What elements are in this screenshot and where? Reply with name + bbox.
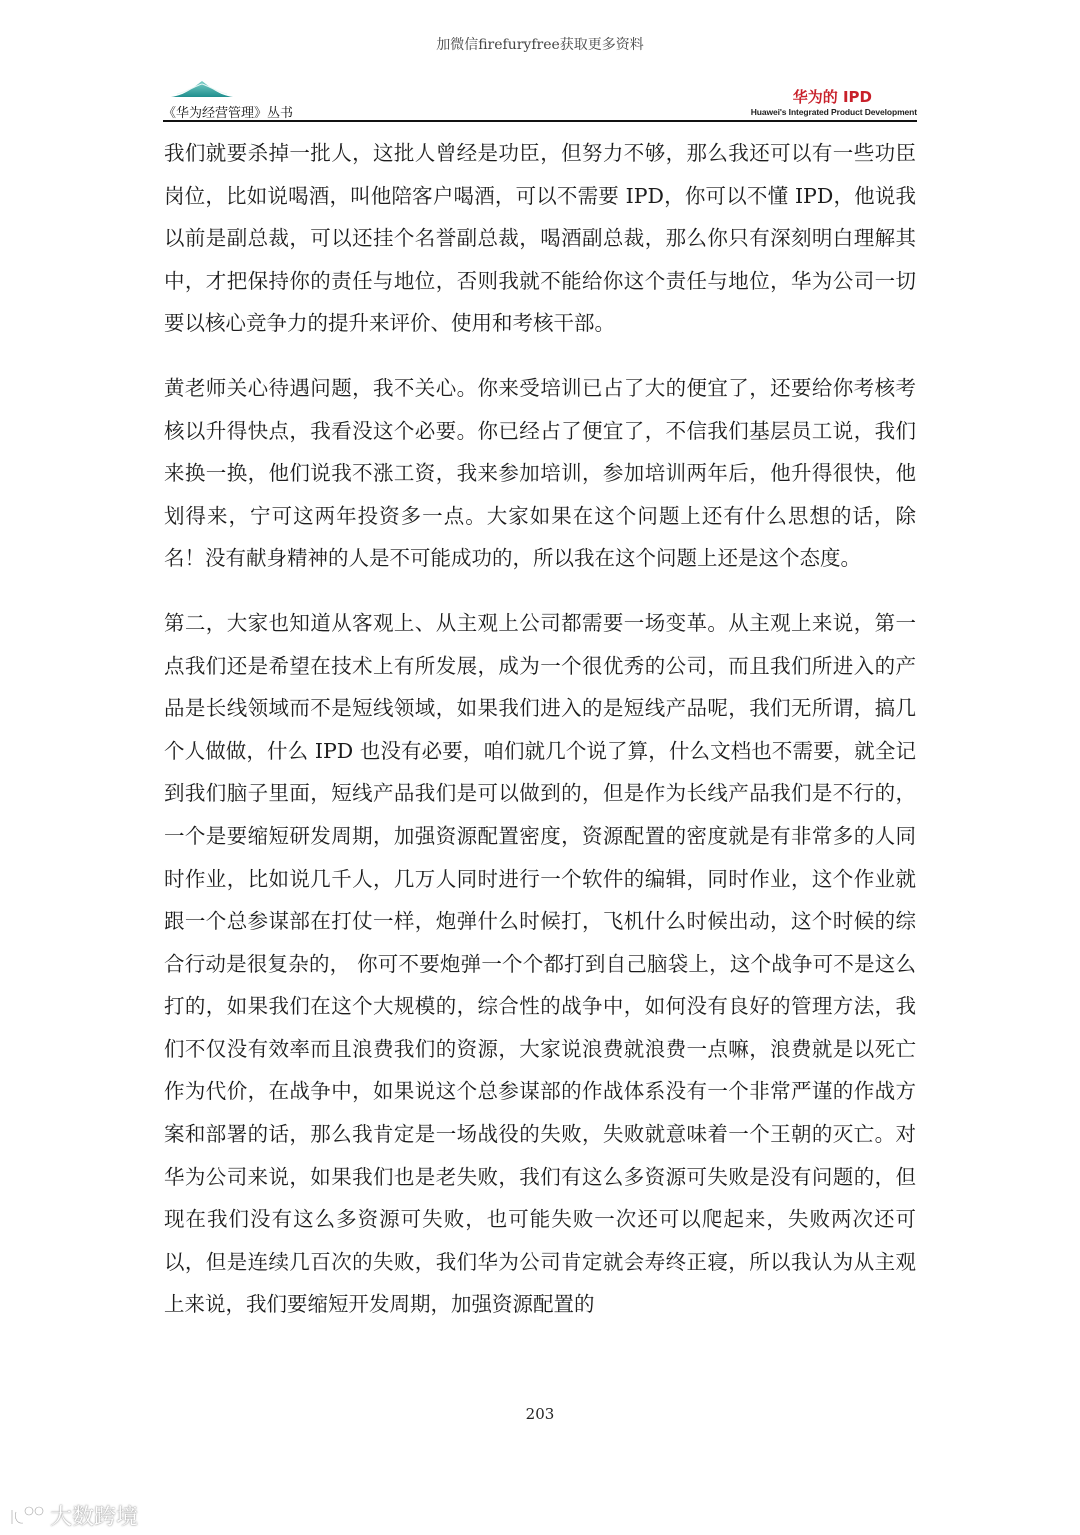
brand-subtitle: Huawei's Integrated Product Development — [750, 107, 917, 117]
dashuju-logo-icon — [8, 1504, 46, 1528]
header-divider — [163, 120, 917, 122]
page-number: 203 — [525, 1405, 555, 1423]
footer-watermark — [8, 1500, 138, 1531]
paragraph: 第二，大家也知道从客观上、从主观上公司都需要一场变革。从主观上来说，第一点我们还是希望在技术上有所发展，成为一个很优秀的公司，而且我们所进入的产品是长线领域而不是短线领域，如果我们进入的是短线产品呢，我们无所谓，搞几个人做做，什么 IPD 也没有必要，咱们就几个说了算，什么文档也不需要，就全记到我们脑子里面，短线产品我们是可以做到的，但是作为长线产品我们是不行的，一个是要缩短研发周期，加强资源配置密度，资源配置的密度就是有非常多的人同时作业，比如说几千人，几万人同时进行一个软件的编辑，同时作业，这个作业就跟一个总参谋部在打仗一样，炮弹什么时候打，飞机什么时候出动，这个时候的综合行动是很复杂的， 你可不要炮弹一个个都打到自己脑袋上，这个战争可不是这么打的，如果我们在这个大规模的，综合性的战争中，如何没有良好的管理方法，我们不仅没有效率而且浪费我们的资源，大家说浪费就浪费一点嘛，浪费就是以死亡作为代价，在战争中，如果说这个总参谋部的作战体系没有一个非常严谨的作战方案和部署的话，那么我肯定是一场战役的失败，失败就意味着一个王朝的灭亡。对华为公司来说，如果我们也是老失败，我们有这么多资源可失败是没有问题的，但现在我们没有这么多资源可失败，也可能失败一次还可以爬起来，失败两次还可以，但是连续几百次的失败，我们华为公司肯定就会寿终正寝，所以我认为从主观上来说，我们要缩短开发周期，加强资源配置的 — [164, 610, 916, 1317]
paragraph: 我们就要杀掉一批人，这批人曾经是功臣，但努力不够，那么我还可以有一些功臣岗位，比如说喝酒，叫他陪客户喝酒，可以不需要 IPD，你可以不懂 IPD，他说我以前是副总裁，可以还挂个名誉副总裁，喝酒副总裁，那么你只有深刻明白理解其中，才把保持你的责任与地位，否则我就不能给你这个责任与地位，华为公司一切要以核心竞争力的提升来评价、使用和考核干部。 — [164, 141, 916, 336]
page-body — [164, 132, 916, 1348]
brand-title: 华为的 IPD — [792, 88, 872, 106]
top-watermark: 加微信firefuryfree获取更多资料 — [436, 37, 644, 53]
mountain-logo-icon — [171, 78, 233, 98]
brand-block — [751, 88, 917, 118]
page-header — [163, 78, 917, 122]
series-title: 《华为经营管理》丛书 — [163, 106, 294, 121]
footer-watermark-text: 大数跨境 — [50, 1505, 139, 1530]
paragraph: 黄老师关心待遇问题，我不关心。你来受培训已占了大的便宜了，还要给你考核考核以升得快点，我看没这个必要。你已经占了便宜了，不信我们基层员工说，我们来换一换，他们说我不涨工资，我来参加培训，参加培训两年后，他升得很快，他划得来，宁可这两年投资多一点。大家如果在这个问题上还有什么思想的话，除名！没有献身精神的人是不可能成功的，所以我在这个问题上还是这个态度。 — [164, 375, 916, 571]
